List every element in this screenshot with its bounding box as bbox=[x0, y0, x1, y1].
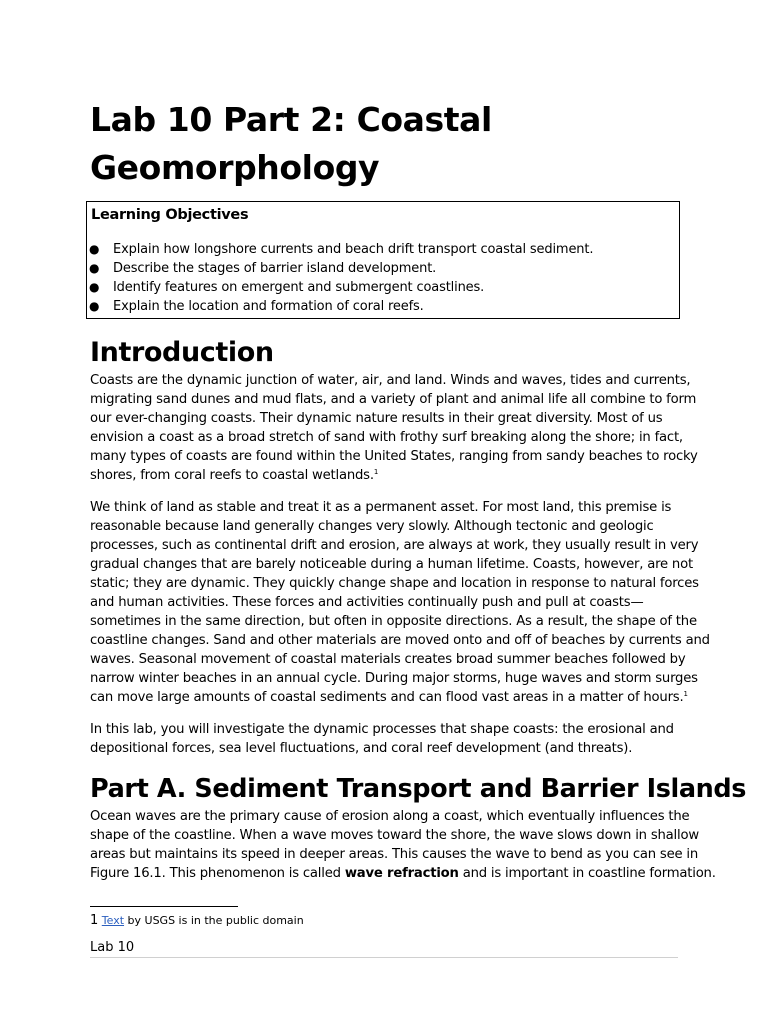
text-line: migrating sand dunes and mud flats, and a variety of plant and animal life all combine to form bbox=[90, 392, 697, 407]
objective-text: Explain the location and formation of coral reefs. bbox=[113, 299, 424, 314]
text-line: many types of coasts are found within the United States, ranging from sandy beaches to rocky bbox=[90, 449, 698, 464]
text-line: processes, such as continental drift and erosion, are always at work, they usually result in very bbox=[90, 538, 699, 553]
text-line: areas but maintains its speed in deeper areas. This causes the wave to bend as you can see in bbox=[90, 847, 699, 862]
bullet-icon: ● bbox=[89, 280, 100, 294]
introduction-heading: Introduction bbox=[90, 337, 274, 368]
title-line-2: Geomorphology bbox=[90, 148, 380, 187]
text-line: envision a coast as a broad stretch of sand with frothy surf breaking along the shore; in fact, bbox=[90, 430, 683, 445]
text-line: waves. Seasonal movement of coastal materials creates broad summer beaches followed by bbox=[90, 652, 686, 667]
introduction-paragraph-2 bbox=[90, 498, 710, 707]
learning-objectives-heading: Learning Objectives bbox=[91, 207, 249, 223]
list-item bbox=[87, 278, 593, 297]
text-line: coastline changes. Sand and other materials are moved onto and off of beaches by currents and bbox=[90, 633, 710, 648]
part-a-heading: Part A. Sediment Transport and Barrier Islands bbox=[90, 774, 747, 804]
text-line: and human activities. These forces and activities continually push and pull at coasts— bbox=[90, 595, 644, 610]
text-segment: and is important in coastline formation. bbox=[458, 866, 716, 881]
text-line: shores, from coral reefs to coastal wetlands. bbox=[90, 468, 374, 483]
text-line: our ever-changing coasts. Their dynamic nature results in their great diversity. Most of us bbox=[90, 411, 663, 426]
text-line: In this lab, you will investigate the dynamic processes that shape coasts: the erosional and bbox=[90, 722, 674, 737]
footer-label: Lab 10 bbox=[90, 940, 135, 955]
footnote bbox=[90, 913, 304, 929]
footnote-text: by USGS is in the public domain bbox=[124, 914, 304, 927]
objective-text: Identify features on emergent and submergent coastlines. bbox=[113, 280, 485, 295]
text-line: Coasts are the dynamic junction of water, air, and land. Winds and waves, tides and currents, bbox=[90, 373, 691, 388]
introduction-paragraph-1 bbox=[90, 371, 698, 485]
text-line: narrow winter beaches in an annual cycle. During major storms, huge waves and storm surges bbox=[90, 671, 698, 686]
bullet-icon: ● bbox=[89, 261, 100, 275]
part-a-paragraph bbox=[90, 807, 716, 883]
objective-text: Explain how longshore currents and beach drift transport coastal sediment. bbox=[113, 242, 594, 257]
introduction-paragraph-3 bbox=[90, 720, 682, 758]
key-term: wave refraction bbox=[344, 866, 459, 881]
learning-objectives-box bbox=[86, 201, 680, 319]
text-line: shape of the coastline. When a wave moves toward the shore, the wave slows down in shallow bbox=[90, 828, 699, 843]
text-line: We think of land as stable and treat it as a permanent asset. For most land, this premise is bbox=[90, 500, 672, 515]
document-title bbox=[90, 96, 650, 192]
text-line-with-footnote bbox=[90, 688, 688, 707]
list-item bbox=[87, 297, 593, 316]
footnote-number: 1 bbox=[90, 913, 99, 928]
text-line: sometimes in the same direction, but often in opposite directions. As a result, the shape of the bbox=[90, 614, 697, 629]
text-line: can move large amounts of coastal sediments and can flood vast areas in a matter of hours. bbox=[90, 690, 684, 705]
footnote-reference[interactable]: 1 bbox=[373, 468, 379, 476]
text-line: static; they are dynamic. They quickly change shape and location in response to natural forces bbox=[90, 576, 699, 591]
text-line: depositional forces, sea level fluctuations, and coral reef development (and threats). bbox=[90, 741, 633, 756]
text-line: gradual changes that are barely noticeable during a human lifetime. Coasts, however, are not bbox=[90, 557, 693, 572]
text-line-with-key-term bbox=[90, 864, 716, 883]
document-page bbox=[89, 0, 747, 1024]
title-line-1: Lab 10 Part 2: Coastal bbox=[90, 100, 492, 139]
text-line: Ocean waves are the primary cause of erosion along a coast, which eventually influences the bbox=[90, 809, 690, 824]
text-segment: Figure 16.1. This phenomenon is called bbox=[90, 866, 345, 881]
bullet-icon: ● bbox=[89, 242, 100, 256]
text-line: reasonable because land generally changes very slowly. Although tectonic and geologic bbox=[90, 519, 654, 534]
footnote-source-link[interactable]: Text bbox=[101, 914, 125, 927]
list-item bbox=[87, 240, 593, 259]
list-item bbox=[87, 259, 593, 278]
footer-divider bbox=[90, 957, 678, 958]
footnote-divider bbox=[90, 906, 238, 907]
objective-text: Describe the stages of barrier island development. bbox=[113, 261, 437, 276]
learning-objectives-list bbox=[87, 240, 593, 316]
text-line-with-footnote bbox=[90, 466, 682, 485]
footnote-reference[interactable]: 1 bbox=[683, 690, 688, 698]
bullet-icon: ● bbox=[89, 299, 100, 313]
